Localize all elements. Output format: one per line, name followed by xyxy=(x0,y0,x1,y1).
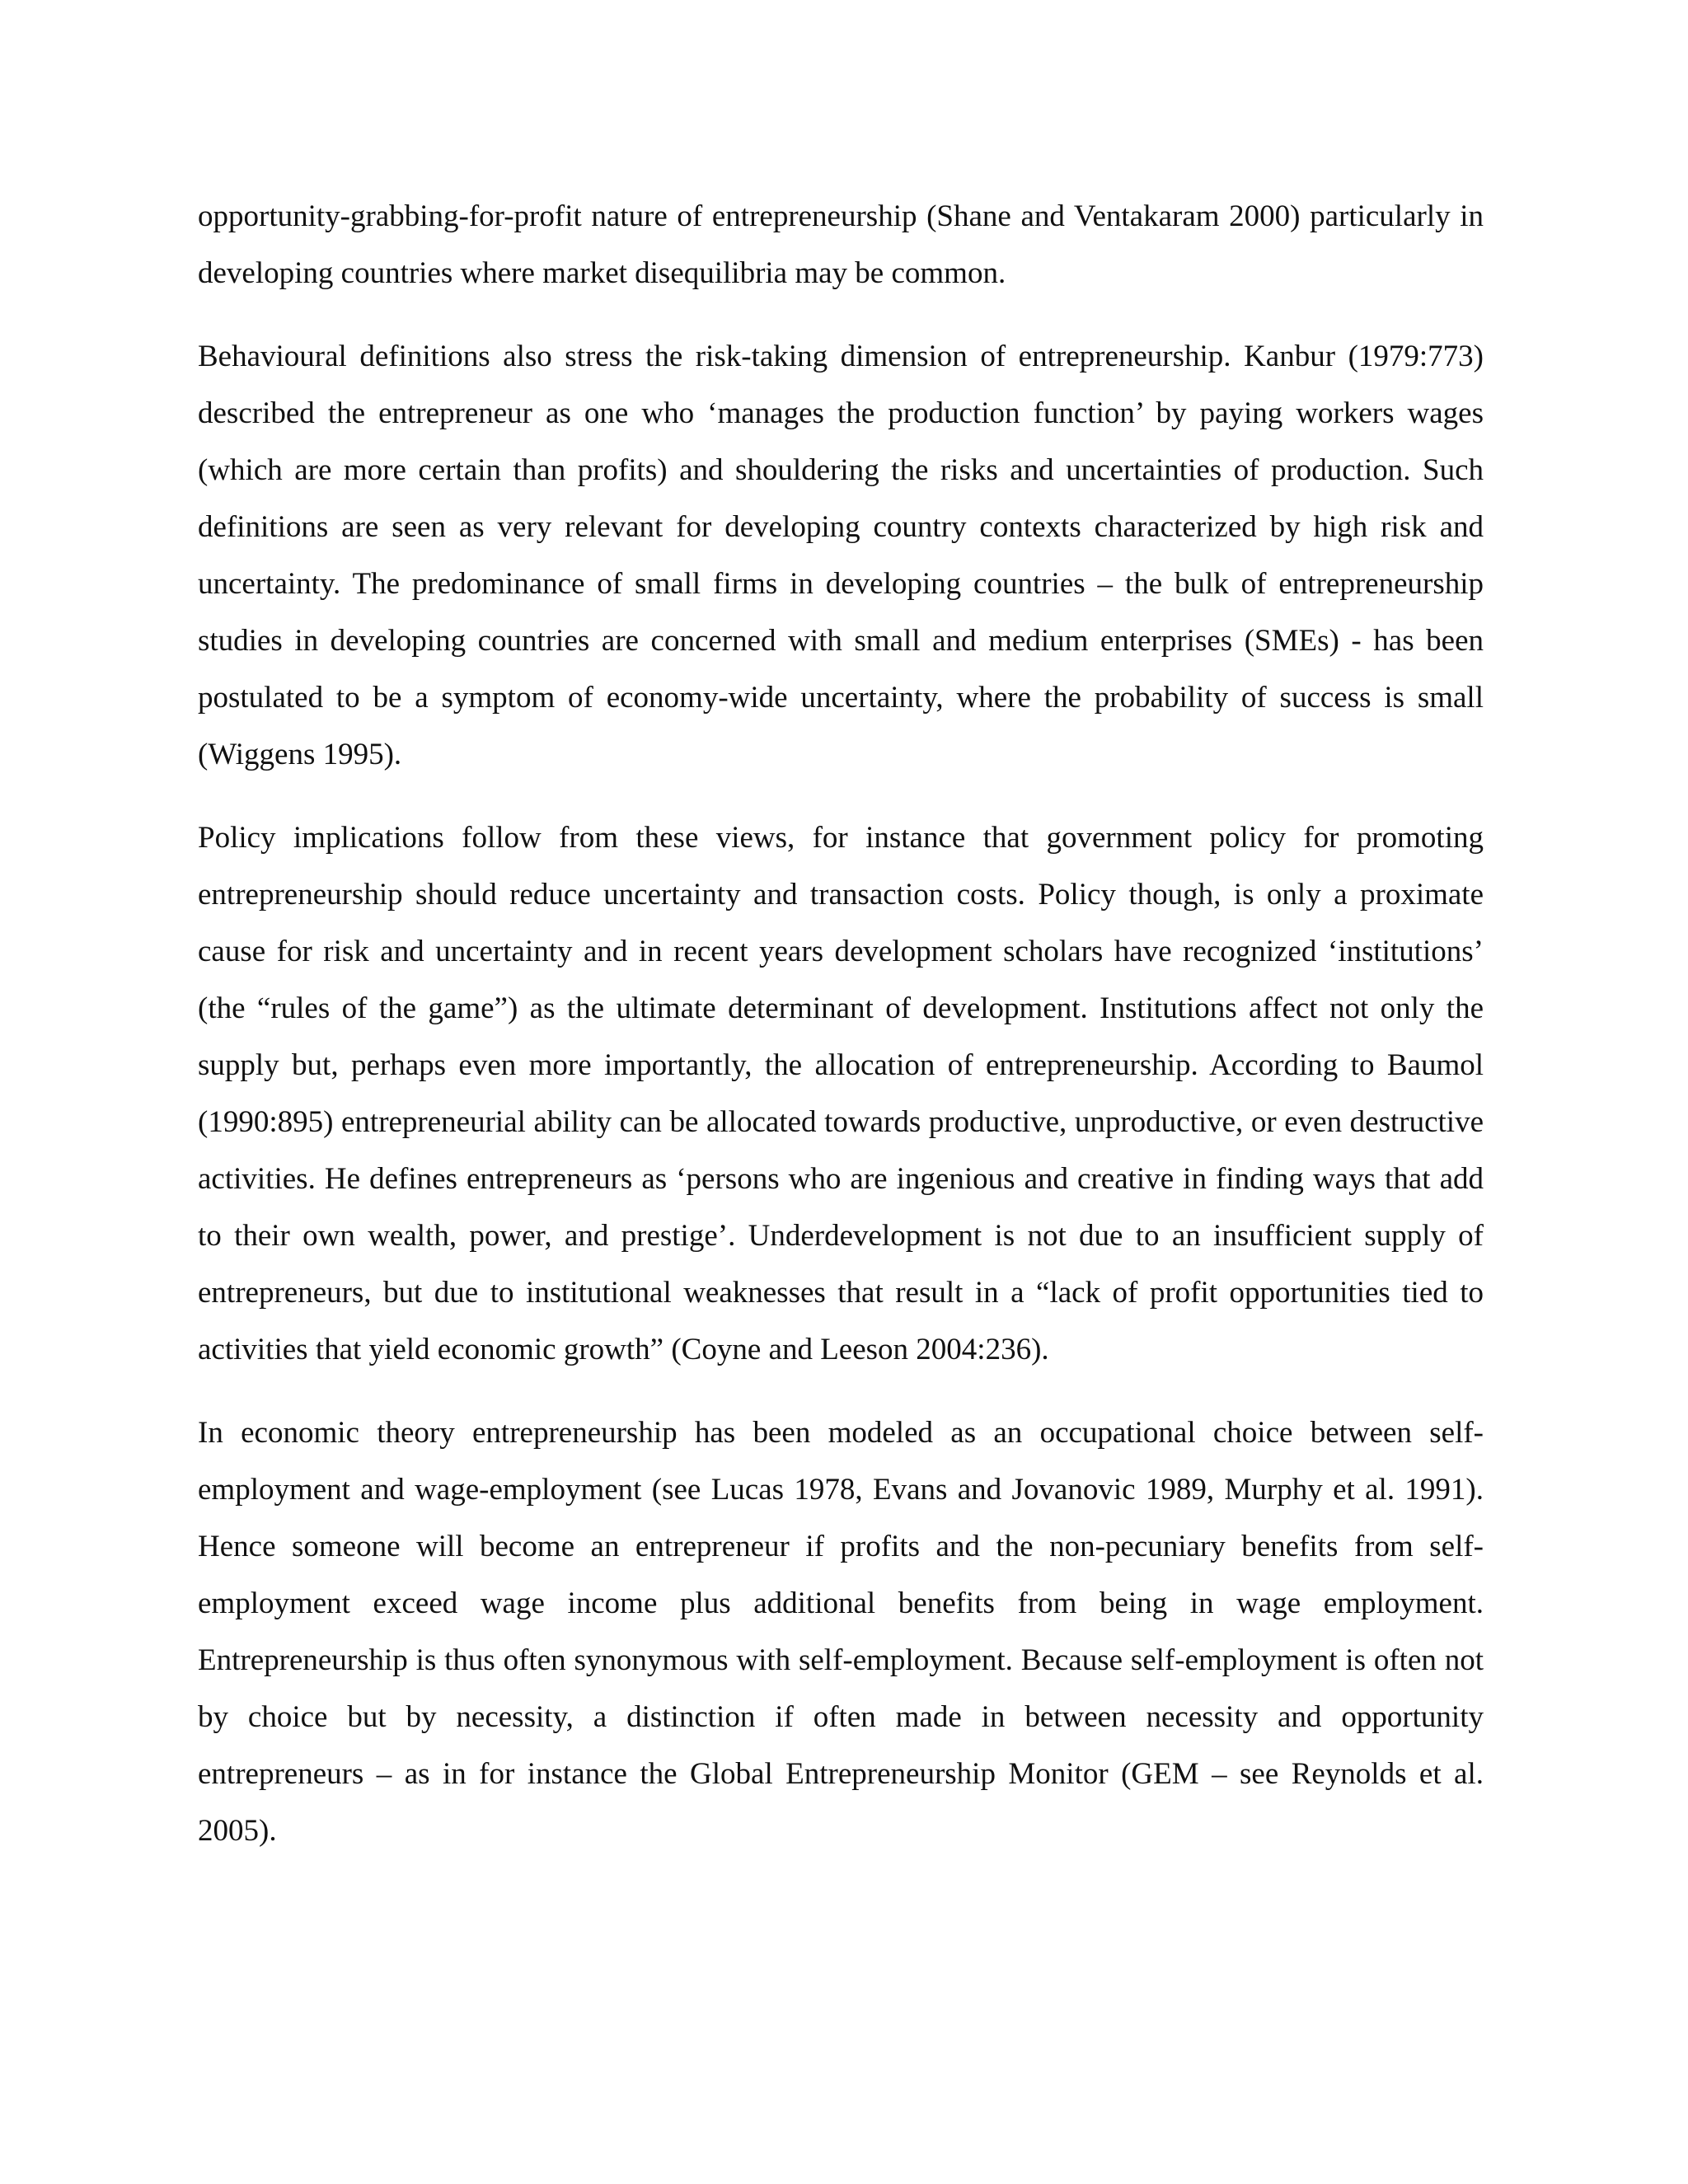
paragraph-4: In economic theory entrepreneurship has been modeled as an occupational choice between self-employment and wage-employment (see Lucas 1978, Evans and Jovanovic 1989, Murphy et al. 1991). Hence someone will become an entrepreneur if profits and the non-pecuniary benefits from self-employment exceed wage income plus additional benefits from being in wage employment. Entrepreneurship is thus often synonymous with self-employment. Because self-employment is often not by choice but by necessity, a distinction if often made in between necessity and opportunity entrepreneurs – as in for instance the Global Entrepreneurship Monitor (GEM – see Reynolds et al. 2005). xyxy=(198,1416,1484,1848)
paragraph-3: Policy implications follow from these views, for instance that government policy for promoting entrepreneurship should reduce uncertainty and transaction costs. Policy though, is only a proximate cause for risk and uncertainty and in recent years development scholars have recognized ‘institutions’ (the “rules of the game”) as the ultimate determinant of development. Institutions affect not only the supply but, perhaps even more importantly, the allocation of entrepreneurship. According to Baumol (1990:895) entrepreneurial ability can be allocated towards productive, unproductive, or even destructive activities. He defines entrepreneurs as ‘persons who are ingenious and creative in finding ways that add to their own wealth, power, and prestige’. Underdevelopment is not due to an insufficient supply of entrepreneurs, but due to institutional weaknesses that result in a “lack of profit opportunities tied to activities that yield economic growth” (Coyne and Leeson 2004:236). xyxy=(198,821,1484,1366)
paragraph-2: Behavioural definitions also stress the risk-taking dimension of entrepreneurship. Kanbur (1979:773) described the entrepreneur as one who ‘manages the production function’ by paying workers wages (which are more certain than profits) and shouldering the risks and uncertainties of production. Such definitions are seen as very relevant for developing country contexts characterized by high risk and uncertainty. The predominance of small firms in developing countries – the bulk of entrepreneurship studies in developing countries are concerned with small and medium enterprises (SMEs) - has been postulated to be a symptom of economy-wide uncertainty, where the probability of success is small (Wiggens 1995). xyxy=(198,340,1484,771)
paragraph-1: opportunity-grabbing-for-profit nature of entrepreneurship (Shane and Ventakaram 2000) particularly in developing countries where market disequilibria may be common. xyxy=(198,199,1484,290)
body-text xyxy=(198,188,1484,1859)
